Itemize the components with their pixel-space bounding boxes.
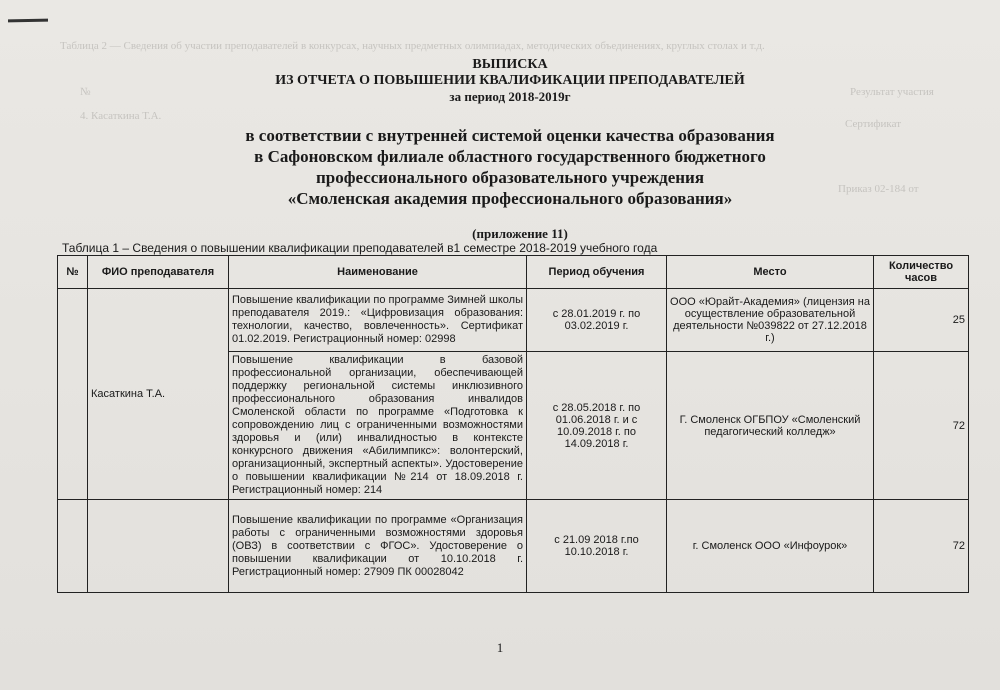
- qualification-table: [57, 255, 969, 593]
- column-header-place: Место: [667, 256, 874, 289]
- institution-block: [200, 125, 820, 209]
- header-title: ВЫПИСКА: [472, 57, 548, 72]
- hours-cell: 72: [874, 352, 969, 500]
- column-header-hours: Количество часов: [874, 256, 969, 289]
- show-through-text: Сертификат: [845, 118, 901, 130]
- subtitle-line: профессионального образовательного учреждения: [315, 168, 705, 187]
- show-through-text: №: [80, 86, 91, 98]
- scan-corner-mark: [8, 19, 48, 23]
- show-through-text: Таблица 2 — Сведения об участии преподавателей в конкурсах, научных предметных олимпиадах, методических объединениях, круглых столах и т.д.: [60, 40, 765, 52]
- course-cell: Повышение квалификации по программе Зимней школы преподавателя 2019.: «Цифровизация образования: технологии, качество, вовлеченность». Сертификат 01.02.2019. Регистрационный номер: 02998: [229, 289, 527, 352]
- column-header-teacher: ФИО преподавателя: [88, 256, 229, 289]
- header-subtitle: ИЗ ОТЧЕТА О ПОВЫШЕНИИ КВАЛИФИКАЦИИ ПРЕПОДАВАТЕЛЕЙ: [275, 73, 745, 88]
- course-cell: Повышение квалификации в базовой профессиональной организации, обеспечивающей поддержку региональной системы инклюзивного профессионального образования инвалидов Смоленской области по программе «Подготовка к сопровождению лиц с ограниченными возможностями здоровья и (или) инвалидностью в контексте конкурсного движения «Абилимпикс»: волонтерский, организационный, экспертный аспекты». Удостоверение о повышении квалификации №214 от 18.09.2018 г. Регистрационный номер: 214: [229, 352, 527, 500]
- table-row: [58, 500, 969, 593]
- page-number: 1: [496, 640, 504, 655]
- period-cell: с 21.09 2018 г.по 10.10.2018 г.: [527, 500, 667, 593]
- hours-cell: 25: [874, 289, 969, 352]
- column-header-course: Наименование: [229, 256, 527, 289]
- row-number-cell: [58, 500, 88, 593]
- place-cell: г. Смоленск ООО «Инфоурок»: [667, 500, 874, 593]
- header-period: за период 2018-2019г: [449, 89, 571, 104]
- show-through-text: 4. Касаткина Т.А.: [80, 110, 162, 122]
- period-cell: с 28.01.2019 г. по 03.02.2019 г.: [527, 289, 667, 352]
- subtitle-line: в соответствии с внутренней системой оценки качества образования: [245, 126, 775, 145]
- place-cell: ООО «Юрайт-Академия» (лицензия на осуществление образовательной деятельности №039822 от 27.12.2018 г.): [667, 289, 874, 352]
- row-number-cell: [58, 289, 88, 500]
- appendix-label: (приложение 11): [472, 226, 568, 241]
- column-header-period: Период обучения: [527, 256, 667, 289]
- table-row: [58, 289, 969, 352]
- period-cell: с 28.05.2018 г. по 01.06.2018 г. и с 10.09.2018 г. по 14.09.2018 г.: [527, 352, 667, 500]
- teacher-name-cell: [88, 500, 229, 593]
- column-header-number: №: [58, 256, 88, 289]
- hours-cell: 72: [874, 500, 969, 593]
- show-through-text: Приказ 02-184 от: [838, 183, 919, 195]
- show-through-text: Результат участия: [850, 86, 934, 98]
- table-header-row: [58, 256, 969, 289]
- document-header: [200, 57, 820, 105]
- subtitle-line: в Сафоновском филиале областного государственного бюджетного: [254, 147, 766, 166]
- place-cell: Г. Смоленск ОГБПОУ «Смоленский педагогический колледж»: [667, 352, 874, 500]
- teacher-name-cell: Касаткина Т.А.: [88, 289, 229, 500]
- course-cell: Повышение квалификации по программе «Организация работы с ограниченными возможностями здоровья (ОВЗ) в соответствии с ФГОС». Удостоверение о повышении квалификации от 10.10.2018 г. Регистрационный номер: 27909 ПК 00028042: [229, 500, 527, 593]
- subtitle-line: «Смоленская академия профессионального образования»: [287, 189, 733, 208]
- table-caption: Таблица 1 – Сведения о повышении квалификации преподавателей в1 семестре 2018-2019 учебного года: [62, 241, 658, 255]
